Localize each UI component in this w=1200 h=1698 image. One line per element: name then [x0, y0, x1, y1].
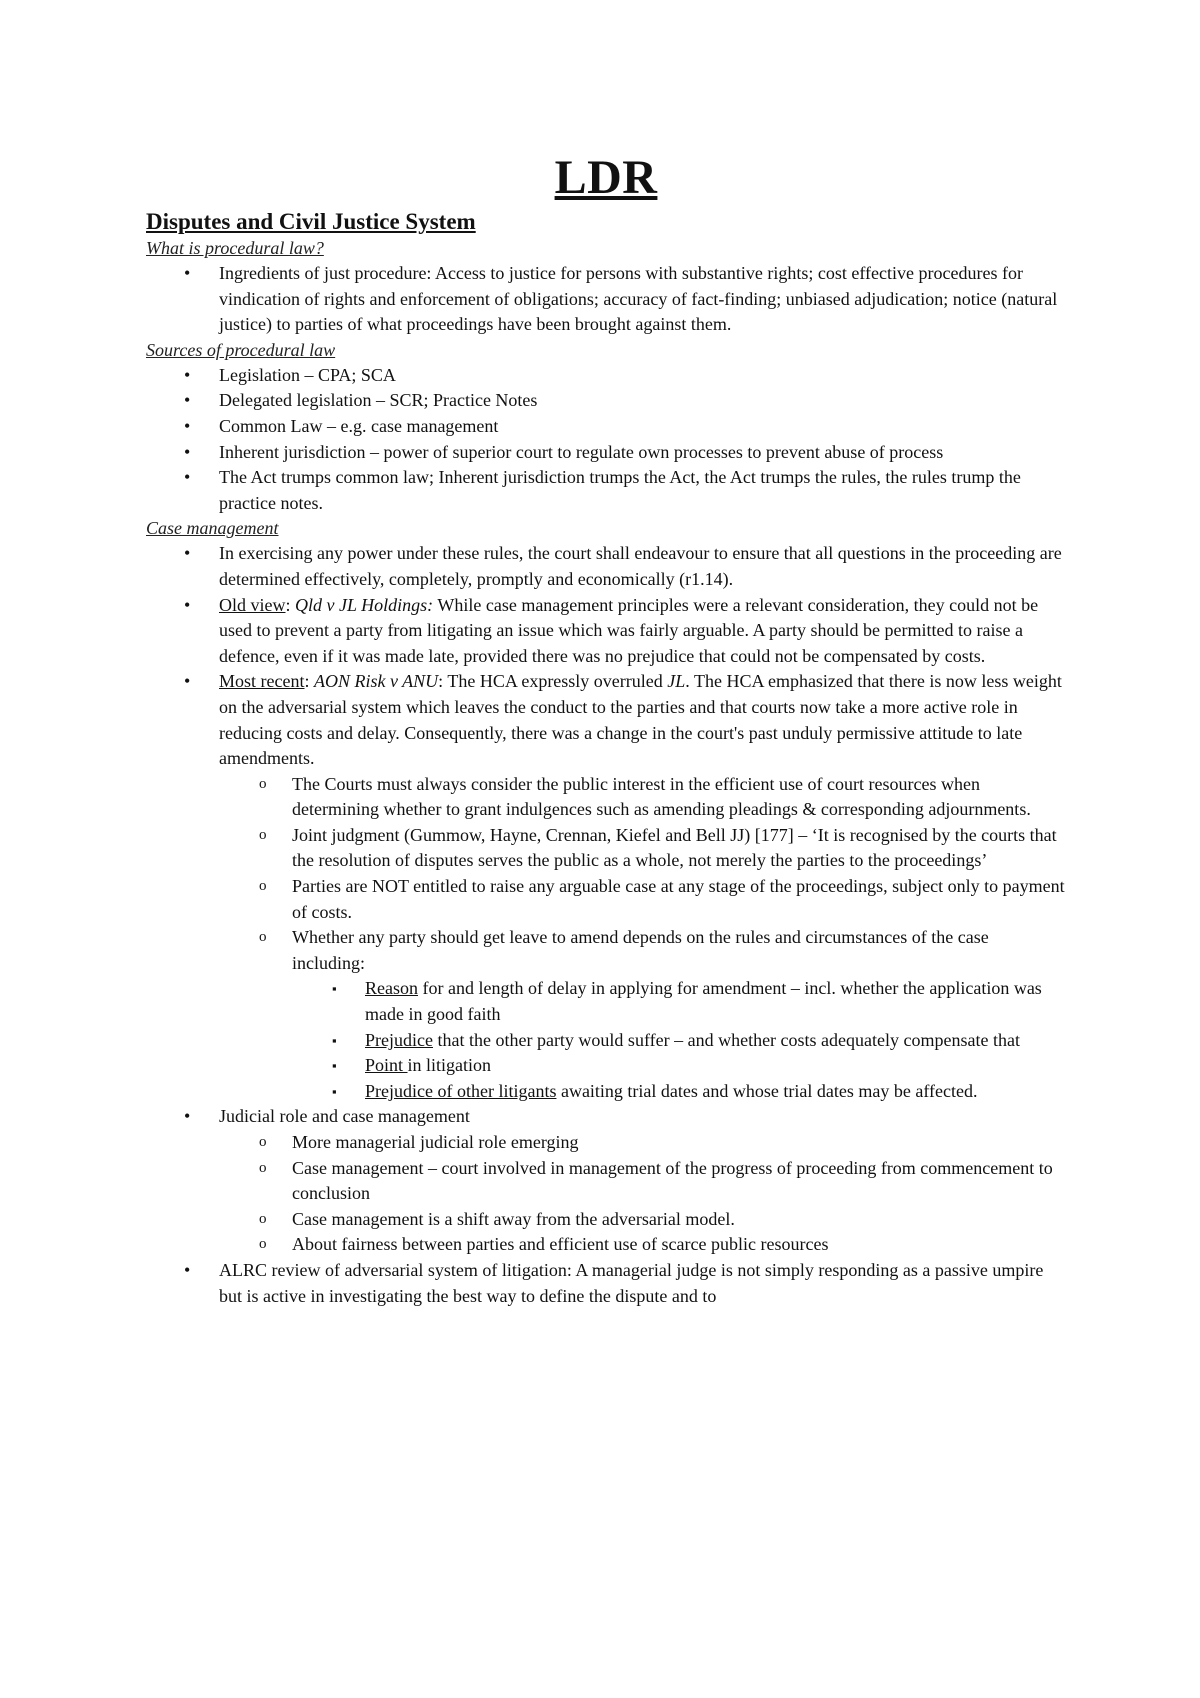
case-name: AON Risk v ANU [314, 671, 439, 692]
old-view-label: Old view [219, 594, 286, 615]
list-item: • Inherent jurisdiction – power of superior court to regulate own processes to prevent abuse of process [146, 440, 1066, 466]
separator: : [304, 671, 314, 692]
list-item-most-recent [146, 669, 1066, 1104]
sublist-item: o The Courts must always consider the public interest in the efficient use of court resources when determining whether to grant indulgences such as amending pleadings & corresponding adjournments. [219, 772, 1066, 823]
most-recent-label: Most recent [219, 671, 305, 692]
list-item: • Delegated legislation – SCR; Practice Notes [146, 388, 1066, 414]
factor-label: Point [365, 1055, 408, 1076]
subheading-case-management: Case management [146, 518, 279, 539]
factor-label: Reason [365, 978, 418, 999]
list-item: • In exercising any power under these rules, the court shall endeavour to ensure that all questions in the proceeding are determined effectively, completely, promptly and economically (r1.14). [146, 541, 1066, 592]
sublist-factors [292, 976, 1066, 1104]
item-text: Judicial role and case management [219, 1106, 470, 1127]
list-item: • The Act trumps common law; Inherent jurisdiction trumps the Act, the Act trumps the rules, the rules trump the practice notes. [146, 465, 1066, 516]
sublist-item: o More managerial judicial role emerging [219, 1130, 1066, 1156]
item-text: : The HCA expressly overruled [438, 671, 668, 692]
factor-label: Prejudice of other litigants [365, 1080, 557, 1101]
factor-text: in litigation [407, 1055, 492, 1076]
item-text: While case management principles were a relevant consideration, they could not be used to prevent a party from litigating an issue which was fairly arguable. A party should be permitted to raise a defence, even if it was made late, provided there was no prejudice that could not be compensated by costs. [219, 594, 1039, 666]
factor-text: awaiting trial dates and whose trial dates may be affected. [556, 1080, 978, 1101]
factor-item [292, 1079, 1066, 1105]
sublist-item: o Case management – court involved in management of the progress of proceeding from commencement to conclusion [219, 1156, 1066, 1207]
sublist-aon [219, 772, 1066, 1105]
factor-label: Prejudice [365, 1029, 433, 1050]
list-item-old-view [146, 593, 1066, 670]
list-item-judicial-role [146, 1104, 1066, 1258]
factor-item [292, 976, 1066, 1027]
item-text: Whether any party should get leave to amend depends on the rules and circumstances of the case including: [292, 927, 989, 973]
separator: : [285, 594, 296, 615]
section-heading: Disputes and Civil Justice System [146, 209, 476, 234]
sublist-item: o Joint judgment (Gummow, Hayne, Crennan, Kiefel and Bell JJ) [177] – ‘It is recognised by the courts that the resolution of disputes serves the public as a whole, not merely the parties to the proceedings’ [219, 823, 1066, 874]
list-procedural-law [146, 261, 1066, 338]
list-item: • Common Law – e.g. case management [146, 414, 1066, 440]
factor-text: for and length of delay in applying for amendment – incl. whether the application was made in good faith [365, 978, 1042, 1025]
factor-text: that the other party would suffer – and whether costs adequately compensate that [432, 1029, 1020, 1050]
sublist-judicial-role [219, 1130, 1066, 1258]
list-case-management [146, 541, 1066, 1309]
subheading-sources: Sources of procedural law [146, 339, 336, 360]
item-text: . The HCA emphasized that there is now less weight on the adversarial system which leaves the conduct to the parties and that courts now take a more active role in reducing costs and delay. Consequently, there was a change in the court's past unduly permissive attitude to late amendments. [219, 671, 1062, 769]
document-page [146, 148, 1066, 1309]
sublist-item: o About fairness between parties and efficient use of scarce public resources [219, 1232, 1066, 1258]
list-item: • Ingredients of just procedure: Access to justice for persons with substantive rights; cost effective procedures for vindication of rights and enforcement of obligations; accuracy of fact-finding; unbiased adjudication; notice (natural justice) to parties of what proceedings have been brought against them. [146, 261, 1066, 338]
case-name: JL [667, 671, 686, 692]
sublist-item [219, 925, 1066, 1104]
case-name: Qld v JL Holdings: [295, 594, 434, 615]
list-item: • Legislation – CPA; SCA [146, 363, 1066, 389]
sublist-item: o Parties are NOT entitled to raise any arguable case at any stage of the proceedings, subject only to payment of costs. [219, 874, 1066, 925]
subheading-procedural-law: What is procedural law? [146, 238, 324, 258]
factor-item [292, 1053, 1066, 1079]
list-item: • ALRC review of adversarial system of litigation: A managerial judge is not simply responding as a passive umpire but is active in investigating the best way to define the dispute and to [146, 1258, 1066, 1309]
document-title: LDR [554, 151, 658, 204]
factor-item [292, 1028, 1066, 1054]
list-sources [146, 363, 1066, 517]
sublist-item: o Case management is a shift away from the adversarial model. [219, 1207, 1066, 1233]
